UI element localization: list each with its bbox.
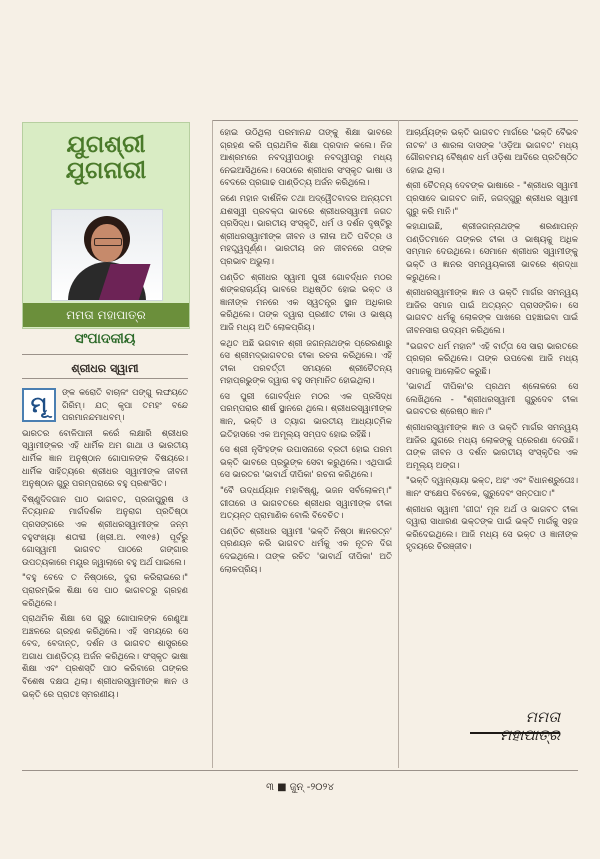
paragraph: "ଭକ୍ତି ଦ୍ୱାନ୍ୟାୟା ଭକ୍ତ, ଅହଂ ଏବଂ ବିଧାନଶ୍ରୁତୋଃ। ଜ୍ଞାନଂ ସଂକ୍ଷେପ ବିବେକେ, ଗୁରୁଦେବଂ ସନ୍ତପାତ।" [406, 475, 578, 499]
paragraph: 'ଭାବାର୍ଥ ଦୀପିକା'ର ପ୍ରଥମ ଶ୍ଳୋକରେ ସେ ଲେଖିଥିଲେ - "ଶ୍ରୀଧରସ୍ୱାମୀ ଗୁରୁଦେବ ଟୀକା ଭଗବତର ଶ୍ରେଷ୍ଠ ଜ୍ଞାନ।" [406, 381, 578, 417]
editorial-underline [22, 354, 188, 355]
bottom-rule [22, 770, 578, 771]
top-rule [212, 120, 578, 121]
article-column-2 [220, 126, 392, 766]
paragraph: ଙ୍କ କରୋତି ବାଚାଳଂ ପଙ୍ଗୁ ଲଙ୍ଘୟତେ ଗିରିମ୍। ଯତ୍ କୃପା ତମହଂ ବନ୍ଦେ ପରମାନନ୍ଦମାଧବମ୍। [62, 387, 188, 423]
paragraph: "ଭଗବତ ଧର୍ମ ମହାନ" ଏହି ବାର୍ତ୍ତା ସେ ସାରା ଭାରତରେ ପ୍ରଚାର କରିଥିଲେ। ତାଙ୍କ ଉପଦେଶ ଆଜି ମଧ୍ୟ ସମାଜକୁ ଆଲୋକିତ କରୁଛି। [406, 340, 578, 376]
article-column-1 [22, 386, 188, 766]
article-column-3 [406, 126, 578, 704]
column-divider-left [212, 120, 213, 768]
paragraph: କହାଯାଇଛି, ଶ୍ରୀଜଗନ୍ନାଥଙ୍କ ଶରଣାପନ୍ନ ପଣ୍ଡିତମାନେ ତାଙ୍କର ଟୀକା ଓ ଭାଷ୍ୟକୁ ଅଧିକ ସମ୍ମାନ ଦେଉଥିଲେ। ସେମାନେ ଶ୍ରୀଧର ସ୍ୱାମୀଙ୍କୁ ଭକ୍ତି ଓ ଜ୍ଞାନର ସମନ୍ୱୟକାରୀ ଭାବରେ ଶ୍ରଦ୍ଧା କରୁଥିଲେ। [406, 221, 578, 282]
heading-underline [22, 378, 188, 379]
article-heading: ଶ୍ରୀଧର ସ୍ୱାମୀ [71, 362, 139, 375]
dropcap: ମୂ [22, 388, 56, 422]
page-footer: ୩ ■ ଜୁନ୍ -୨୦୨୪ [266, 782, 334, 793]
author-signature: ମମତା ମହାପାତ୍ର [470, 708, 560, 734]
paragraph: ପଣ୍ଡିତ ଶ୍ରୀଧର ସ୍ୱାମୀ ପୁରୀ ଗୋବର୍ଦ୍ଧନ ମଠର ଶଙ୍କରାଚାର୍ଯ୍ୟ ଭାବରେ ଅଧିଷ୍ଠିତ ହୋଇ ଭକ୍ତ ଓ ଜ୍ଞାନୀଙ୍କ ମନରେ ଏକ ସ୍ୱତନ୍ତ୍ର ସ୍ଥାନ ଅଧିକାର କରିଥିଲେ। ତାଙ୍କ ଦ୍ୱାରା ପ୍ରଣୀତ ଟୀକା ଓ ଭାଷ୍ୟ ଆଜି ମଧ୍ୟ ଅତି ଲୋକପ୍ରିୟ। [220, 271, 392, 332]
paragraph: ହୋଇ ଉଠିଥିଲା ପରମାନନ୍ଦ ତାଙ୍କୁ ଶିକ୍ଷା ଭାବରେ ଗ୍ରହଣ କରି ପ୍ରାଥମିକ ଶିକ୍ଷା ପ୍ରଦାନ କଲେ। ନିଜ ଆଶ୍ରମରେ ନବଦ୍ୱୀପଠାରୁ ନବଦ୍ୱୀପରୁ ମଧ୍ୟ ନେଇଆସିଥିଲେ। ସେଠାରେ ଶ୍ରୀଧର ସଂସ୍କୃତ ଭାଷା ଓ ବେଦରେ ପ୍ରଗାଢ ପାଣ୍ଡିତ୍ୟ ଅର୍ଜନ କରିଥିଲେ। [220, 127, 392, 188]
paragraph: ଭାରତର ବୋଳିପାନୀ କରେଁ ଲକ୍ଷାରି ଶ୍ରୀଧର ସ୍ୱାମୀଙ୍କର ଏହି ଧାର୍ମିକ ଅମ ଗାଥା ଓ ଭାରତୀୟ ଧାର୍ମିକ ଜ୍ଞାନ ଅନୁଷ୍ଠାନ ଗୋପାଳଙ୍କ ବିଷୟରେ। ଧାର୍ମିକ ସାହିତ୍ୟରେ ଶ୍ରୀଧର ସ୍ୱାମୀଙ୍କ ଜୀବନୀ ଅନୁଷ୍ଠାନ ଗୁରୁ ପରମ୍ପରାରେ ବହୁ ପ୍ରଶଂସିତ। [22, 427, 188, 489]
paragraph: "ବହୁ ବେଦେ ତ ନିଷ୍ଠାରେ, ଦୁରା କରିରାଇରେ।" ପ୍ରାରମ୍ଭିକ ଶିକ୍ଷା ସେ ପାଠ ଭାଗବତରୁ ଗ୍ରହଣ କରିଥିଲେ। [22, 572, 188, 608]
column-title-line1: ଯୁଗଶ୍ରୀ [66, 129, 146, 158]
paragraph: ଶ୍ରୀଧର ସ୍ୱାମୀ 'ଗୀତା' ମୂଳ ଅର୍ଥ ଓ ଭାଗବତ ଟୀକା ଦ୍ୱାରା ସାଧାରଣ ଭକ୍ତଙ୍କ ପାଇଁ ଭକ୍ତି ମାର୍ଗକୁ ସହଜ କରିଦେଇଥିଲେ। ଆଜି ମଧ୍ୟ ସେ ଭକ୍ତ ଓ ଜ୍ଞାନୀଙ୍କ ହୃଦୟରେ ଚିରଞ୍ଜୀବ। [406, 503, 578, 552]
paragraph: ସେ ଶ୍ରୀ ନୃସିଂହଙ୍କ ଉପାସନାରେ ବ୍ରତୀ ହୋଇ ପରମ ଭକ୍ତି ଭାବରେ ପ୍ରଭୁଙ୍କ ସେବା କରୁଥିଲେ। ଏଥିପାଇଁ ସେ ଭାରତର 'ଭାବାର୍ଥ ଦୀପିକା' ରଚନା କରିଥିଲେ। [220, 444, 392, 480]
column-title-line2: ଯୁଗନାରୀ [65, 155, 147, 184]
paragraph: ଶ୍ରୀଧରସ୍ୱାମୀଙ୍କ ଜ୍ଞାନ ଓ ଭକ୍ତି ମାର୍ଗର ସମନ୍ୱୟ ଆଜିର ସମାଜ ପାଇଁ ଅତ୍ୟନ୍ତ ପ୍ରାସଙ୍ଗିକ। ସେ ଭାଗବତ ଧର୍ମକୁ ଲୋକଙ୍କ ପାଖରେ ପହଞ୍ଚାଇବା ପାଇଁ ଜୀବନସାରା ଉଦ୍ୟମ କରିଥିଲେ। [406, 287, 578, 335]
paragraph: ପ୍ରାଥମିକ ଶିକ୍ଷା ସେ ଗୁରୁ ଗୋପାଳଙ୍କ ରେଣୁଆ ଅଞ୍ଚଳରେ ଗ୍ରହଣ କରିଥିଲେ। ଏହି ସମୟରେ ସେ ବେଦ, ବେଦାନ୍ତ, ଦର୍ଶନ ଓ ଭାଗବତ ଶାସ୍ତ୍ରରେ ଅଗାଧ ପାଣ୍ଡିତ୍ୟ ଅର୍ଜନ କରିଥିଲେ। ସଂସ୍କୃତ ଭାଷା ଶିକ୍ଷା ଏବଂ ପ୍ରଶସ୍ତି ପାଠ କରିବାରେ ତାଙ୍କର ବିଶେଷ ଦକ୍ଷତା ଥିଲା। ଶ୍ରୀଧରସ୍ୱାମୀଙ୍କ ଜ୍ଞାନ ଓ ଭକ୍ତି ରେ ପ୍ରାତଃ ସ୍ମରଣୀୟ। [22, 613, 188, 699]
paragraph: ଶ୍ରୀ ଚୈତନ୍ୟ ଦେବଙ୍କ ଭାଷାରେ - "ଶ୍ରୀଧର ସ୍ୱାମୀ ପ୍ରସାଦେ ଭାଗବତ ଜାନି, ଜଗଦ୍ଗୁରୁ ଶ୍ରୀଧର ସ୍ୱାମୀ ଗୁରୁ କରି ମାନି।" [406, 180, 578, 216]
paragraph: ଜଣେ ମହାନ ଦାର୍ଶନିକ ତଥା ଅଦ୍ୱୈତବାଦର ଅନ୍ୟତମ ଯଶସ୍ୱୀ ପ୍ରବକ୍ତା ଭାବରେ ଶ୍ରୀଧରସ୍ୱାମୀ ଜଗତ ପ୍ରସିଦ୍ଧ। ଭାରତୀୟ ସଂସ୍କୃତି, ଧର୍ମ ଓ ଦର୍ଶନ ଦୃଷ୍ଟିରୁ ଶ୍ରୀଧରସ୍ୱାମୀଙ୍କ ଜୀବନ ଓ ଲୀଳା ଅତି ପବିତ୍ର ଓ ମହତ୍ତ୍ୱପୂର୍ଣ୍ଣ। ଭାରତୀୟ ଜନ ଜୀବନରେ ତାଙ୍କ ପ୍ରଭାବ ଅଭୁଲା। [220, 192, 392, 266]
column-divider-right [398, 120, 399, 768]
paragraph: ବିଷ୍ଣୁଦିଦଗାନ ପାଠ ଭାଗବତ, ପ୍ରଜାପୁରୁଷ ଓ ନିତ୍ୟାନନ୍ଦ ମାର୍ଗଦର୍ଶକ ଅନୁରାଗ ପ୍ରତିଷ୍ଠା ପ୍ରସଙ୍ଗରେ ଏକ ଶ୍ରୀଧରସ୍ୱାମୀଙ୍କ ଜନ୍ମ ବହୁସଂଖ୍ୟା ଶତାବ୍ଦୀ (ଖ୍ରୀ.ଅ. ୧୩୧୫) ପୂର୍ବରୁ ଗୋସ୍ୱାମୀ ଭାଗବତ ପାଠରେ ଗଙ୍ଗାର ଉପତ୍ୟକାରେ ମୟୂର ଜ୍ୱାଲାରେ ବହୁ ଅର୍ଥ ପାଇଲେ। [22, 493, 188, 567]
paragraph: ସେ ପୁରୀ ଗୋବର୍ଦ୍ଧନ ମଠର ଏକ ପ୍ରସିଦ୍ଧ ପରମ୍ପରାର ଶୀର୍ଷ ସ୍ଥାନରେ ଥିଲେ। ଶ୍ରୀଧରସ୍ୱାମୀଙ୍କ ଜ୍ଞାନ, ଭକ୍ତି ଓ ତ୍ୟାଗ ଭାରତୀୟ ଆଧ୍ୟାତ୍ମିକ ଇତିହାସରେ ଏକ ଅମୂଲ୍ୟ ସମ୍ପଦ ହୋଇ ରହିଛି। [220, 390, 392, 439]
magazine-page [22, 22, 578, 830]
paragraph: ଆଚାର୍ଯ୍ୟଙ୍କ ଭକ୍ତି ଭାଗବତ ମାର୍ଗରେ 'ଭକ୍ତି ବୈଭବ ନାଟକ' ଓ ଶାରଳା ଦାସଙ୍କ 'ଓଡ଼ିଆ ଭାଗବତ' ମଧ୍ୟ ଗୌରବମୟ ବୈଷ୍ଣବ ଧର୍ମ ଓଡ଼ିଶା ଆଦିରେ ପ୍ରତିଷ୍ଠିତ ହୋଇ ଥିଲା। [406, 127, 578, 175]
author-name: ମମତା ମହାପାତ୍ର [23, 303, 189, 327]
editorial-label: ସଂପାଦକୀୟ [74, 331, 136, 347]
title-box [22, 122, 190, 329]
paragraph: ଶ୍ରୀଧରସ୍ୱାମୀଙ୍କ ଜ୍ଞାନ ଓ ଭକ୍ତି ମାର୍ଗର ସମନ୍ୱୟ ଆଜିର ଯୁଗରେ ମଧ୍ୟ ଲୋକଙ୍କୁ ପ୍ରେରଣା ଦେଉଛି। ତାଙ୍କ ଜୀବନ ଓ ଦର୍ଶନ ଭାରତୀୟ ସଂସ୍କୃତିର ଏକ ଅମୂଲ୍ୟ ଅଙ୍ଗ। [406, 422, 578, 470]
author-photo [51, 209, 163, 301]
paragraph: "ବୈ ଉଦ୍ଧର୍ଯ୍ୟାନ ମହାବିଷ୍ଣୁ, ଭଜନ ସର୍ବଲୋକମ୍।" ଗୀତାରେ ଓ ଭାଗବତରେ ଶ୍ରୀଧର ସ୍ୱାମୀଙ୍କ ଟୀକା ଅତ୍ୟନ୍ତ ପ୍ରାମାଣିକ ବୋଲି ବିବେଚିତ। [220, 485, 392, 521]
paragraph: ପଣ୍ଡିତ ଶ୍ରୀଧର ସ୍ୱାମୀ 'ଭକ୍ତି ନିଷ୍ଠା ଜ୍ଞାନରତ୍ନ' ପ୍ରଣୟନ କରି ଭାଗବତ ଧର୍ମକୁ ଏକ ନୂତନ ଦିଗ ଦେଇଥିଲେ। ତାଙ୍କ ରଚିତ 'ଭାବାର୍ଥ ଦୀପିକା' ଅତି ଲୋକପ୍ରିୟ। [220, 525, 392, 574]
paragraph: କଥିତ ଅଛି ଭଗବାନ ଶ୍ରୀ ଜଗନ୍ନାଥଙ୍କ ପ୍ରେରଣାରୁ ସେ ଶ୍ରୀମଦ୍ଭାଗବତର ଟୀକା ରଚନା କରିଥିଲେ। ଏହି ଟୀକା ପରବର୍ତ୍ତୀ ସମୟରେ ଶ୍ରୀଚୈତନ୍ୟ ମହାପ୍ରଭୁଙ୍କ ଦ୍ୱାରା ବହୁ ସମ୍ମାନିତ ହୋଇଥିଲା। [220, 337, 392, 386]
